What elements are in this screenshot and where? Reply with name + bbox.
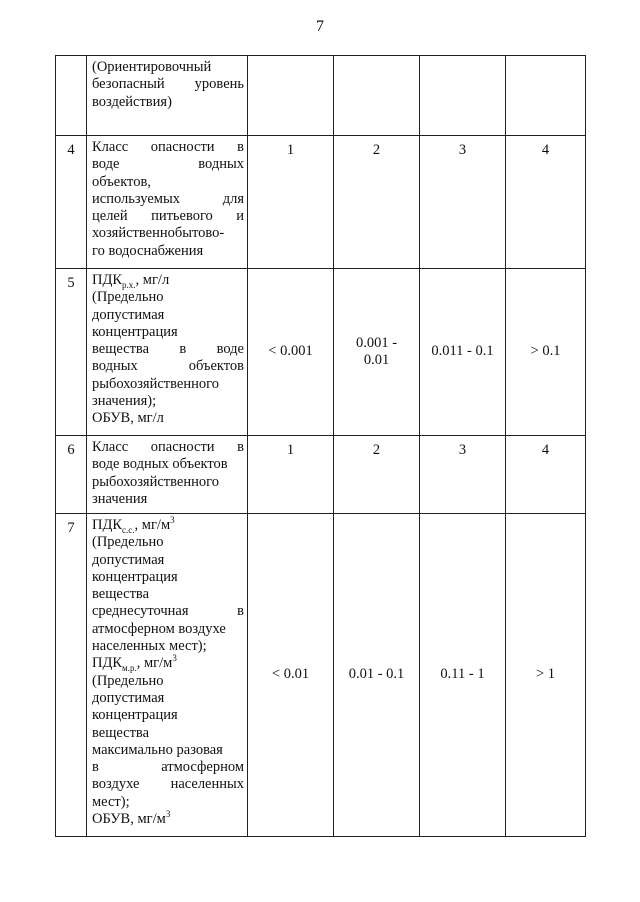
desc-line: атмосферном воздухе <box>92 620 226 637</box>
desc-line: рыбохозяйственного <box>92 375 219 392</box>
desc-line: водных объектов <box>92 358 244 375</box>
desc-line: в атмосферном <box>92 759 244 776</box>
row-description <box>87 269 248 436</box>
table-row <box>56 136 586 269</box>
value-cell: 3 <box>420 436 506 514</box>
table-row <box>56 514 586 837</box>
hazard-class-table <box>55 55 586 837</box>
value-cell: 2 <box>334 136 420 269</box>
value-cell <box>248 56 334 136</box>
row-number: 4 <box>56 136 87 269</box>
desc-line: значения); <box>92 393 157 410</box>
desc-line: хозяйственнобытово- <box>92 225 225 242</box>
desc-line: допустимая <box>92 689 165 706</box>
desc-line: (Предельно <box>92 534 164 551</box>
desc-line: населенных мест); <box>92 638 207 655</box>
value-cell: 4 <box>506 436 586 514</box>
value-line: 0.001 - <box>355 334 398 351</box>
row-number <box>56 56 87 136</box>
desc-line: безопасный уровень <box>92 76 244 93</box>
desc-line: объектов, <box>92 173 151 190</box>
value-cell <box>506 56 586 136</box>
value-cell: > 1 <box>506 514 586 837</box>
row-number: 5 <box>56 269 87 436</box>
row-description <box>87 436 248 514</box>
desc-line: вещества <box>92 724 150 741</box>
value-cell: 1 <box>248 436 334 514</box>
desc-line: допустимая <box>92 306 165 323</box>
desc-line: воздухе населенных <box>92 776 244 793</box>
desc-line: допустимая <box>92 551 165 568</box>
value-cell: 4 <box>506 136 586 269</box>
row-description <box>87 136 248 269</box>
desc-line: го водоснабжения <box>92 242 204 259</box>
pdk-mr-label: $ПДК_{м.р.}$, $мг/м^3$ <box>92 653 177 674</box>
desc-line: целей питьевого и <box>92 208 244 225</box>
value-cell: 2 <box>334 436 420 514</box>
desc-line: (Ориентировочный <box>92 59 212 75</box>
desc-line: вещества <box>92 586 150 603</box>
desc-line: (Предельно <box>92 672 164 689</box>
row-description <box>87 56 248 136</box>
desc-line: вещества в воде <box>92 341 244 358</box>
value-cell: 0.011 - 0.1 <box>420 269 506 436</box>
desc-line: Класс опасности в <box>92 139 244 155</box>
pdk-rx-label: $ПДК_{р.х.}$, мг/л <box>92 272 170 290</box>
desc-line: максимально разовая <box>92 741 223 758</box>
value-cell <box>420 56 506 136</box>
value-cell: 0.01 - 0.1 <box>334 514 420 837</box>
value-cell: 3 <box>420 136 506 269</box>
value-line: 0.01 <box>363 352 390 368</box>
row-number: 6 <box>56 436 87 514</box>
desc-line: ОБУВ, мг/л <box>92 410 164 427</box>
desc-line: (Предельно <box>92 289 164 306</box>
value-cell <box>334 56 420 136</box>
desc-line: концентрация <box>92 568 178 585</box>
desc-line: концентрация <box>92 323 178 340</box>
table-row <box>56 436 586 514</box>
desc-line: воздействия) <box>92 93 172 110</box>
obuv-label: ОБУВ, $мг/м^3$ <box>92 809 171 828</box>
desc-line: рыбохозяйственного <box>92 473 219 490</box>
page-number: 7 <box>316 18 324 35</box>
desc-line: используемых для <box>92 190 244 207</box>
desc-line: среднесуточная в <box>92 603 244 620</box>
value-cell: < 0.001 <box>248 269 334 436</box>
pdk-ss-label: $ПДК_{с.с.}$, $мг/м^3$ <box>92 515 175 535</box>
table-row <box>56 269 586 436</box>
value-cell <box>334 269 420 436</box>
value-cell: 1 <box>248 136 334 269</box>
value-cell: < 0.01 <box>248 514 334 837</box>
desc-line: концентрация <box>92 707 178 724</box>
desc-line: значения <box>92 490 148 507</box>
table-row <box>56 56 586 136</box>
desc-line: воде водных <box>92 156 244 173</box>
desc-line: мест); <box>92 793 130 810</box>
row-number: 7 <box>56 514 87 837</box>
row-description <box>87 514 248 837</box>
desc-line: воде водных объектов <box>92 456 228 473</box>
desc-line: Класс опасности в <box>92 439 244 455</box>
value-cell: > 0.1 <box>506 269 586 436</box>
value-cell: 0.11 - 1 <box>420 514 506 837</box>
